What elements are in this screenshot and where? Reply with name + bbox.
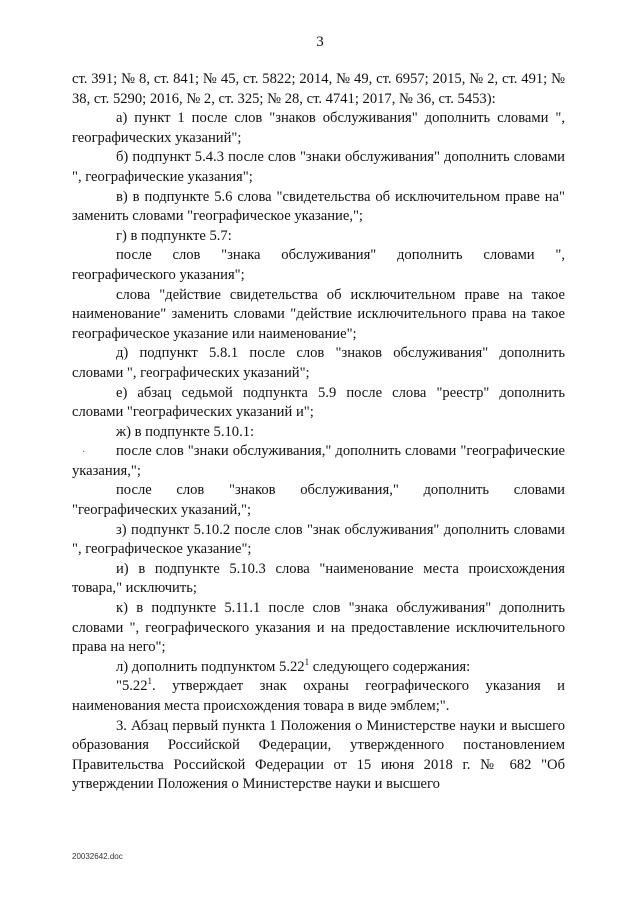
superscript: 1	[147, 676, 152, 687]
page-number: 3	[316, 34, 324, 50]
paragraph-item-e: е) абзац седьмой подпункта 5.9 после слова "реестр" дополнить словами "географических указаний и";	[72, 384, 565, 421]
superscript: 1	[304, 656, 310, 667]
file-footer: 20032642.doc	[72, 852, 123, 861]
paragraph-citation: ст. 391; № 8, ст. 841; № 45, ст. 5822; 2014, № 49, ст. 6957; 2015, № 2, ст. 491; № 38, ст. 5290; 2016, № 2, ст. 325; № 28, ст. 4741; 2017, № 36, ст. 5453):	[72, 71, 565, 107]
paragraph-item-zh-2: после слов "знаков обслуживания," дополнить словами "географических указаний,";	[72, 482, 565, 519]
paragraph-item-l-text: л) дополнить подпунктом 5.22	[116, 658, 305, 675]
paragraph-item-g: г) в подпункте 5.7:	[116, 227, 232, 244]
paragraph-item-l	[72, 658, 565, 678]
paragraph-item-b: б) подпункт 5.4.3 после слов "знаки обслуживания" дополнить словами ", географические указания";	[72, 149, 565, 185]
paragraph-item-v: в) в подпункте 5.6 слова "свидетельства об исключительном праве на" заменить словами "географическое указание,";	[72, 188, 565, 225]
paragraph-item-k: к) в подпункте 5.11.1 после слов "знака обслуживания" дополнить словами ", географического указания и на предоставление исключительного права на него";	[72, 600, 565, 656]
paragraph-item-z: з) подпункт 5.10.2 после слов "знак обслуживания" дополнить словами ", географическое указание";	[72, 521, 565, 558]
margin-mark: ·	[82, 447, 86, 458]
paragraph-quote	[72, 677, 565, 716]
paragraph-item-l-text-end: следующего содержания:	[309, 658, 471, 675]
paragraph-item-a: а) пункт 1 после слов "знаков обслуживания" дополнить словами ", географических указаний";	[72, 110, 565, 146]
paragraph-item-i: и) в подпункте 5.10.3 слова "наименование места происхождения товара," исключить;	[72, 560, 565, 597]
paragraph-quote-end: . утверждает знак охраны географического указания и наименования места происхождения товара в виде эмблем;".	[72, 678, 565, 714]
paragraph-section-3: 3. Абзац первый пункта 1 Положения о Министерстве науки и высшего образования Российской Федерации, утвержденного постановлением Правительства Российской Федерации от 15 июня 2018 г. № 682 "Об утверждении Положения о Министерстве науки и высшего	[72, 717, 565, 793]
paragraph-item-g-2: слова "действие свидетельства об исключительном праве на такое наименование" заменить словами "действие исключительного права на такое географическое указание или наименование";	[72, 286, 565, 342]
paragraph-item-zh: ж) в подпункте 5.10.1:	[116, 423, 255, 440]
paragraph-item-zh-1: после слов "знаки обслуживания," дополнить словами "географические указания,";	[72, 443, 565, 479]
paragraph-item-g-1: после слов "знака обслуживания" дополнить словами ", географического указания";	[72, 247, 565, 283]
document-body	[72, 70, 565, 795]
paragraph-quote-start: "5.22	[116, 678, 148, 695]
paragraph-item-d: д) подпункт 5.8.1 после слов "знаков обслуживания" дополнить словами ", географических указаний";	[72, 345, 565, 381]
